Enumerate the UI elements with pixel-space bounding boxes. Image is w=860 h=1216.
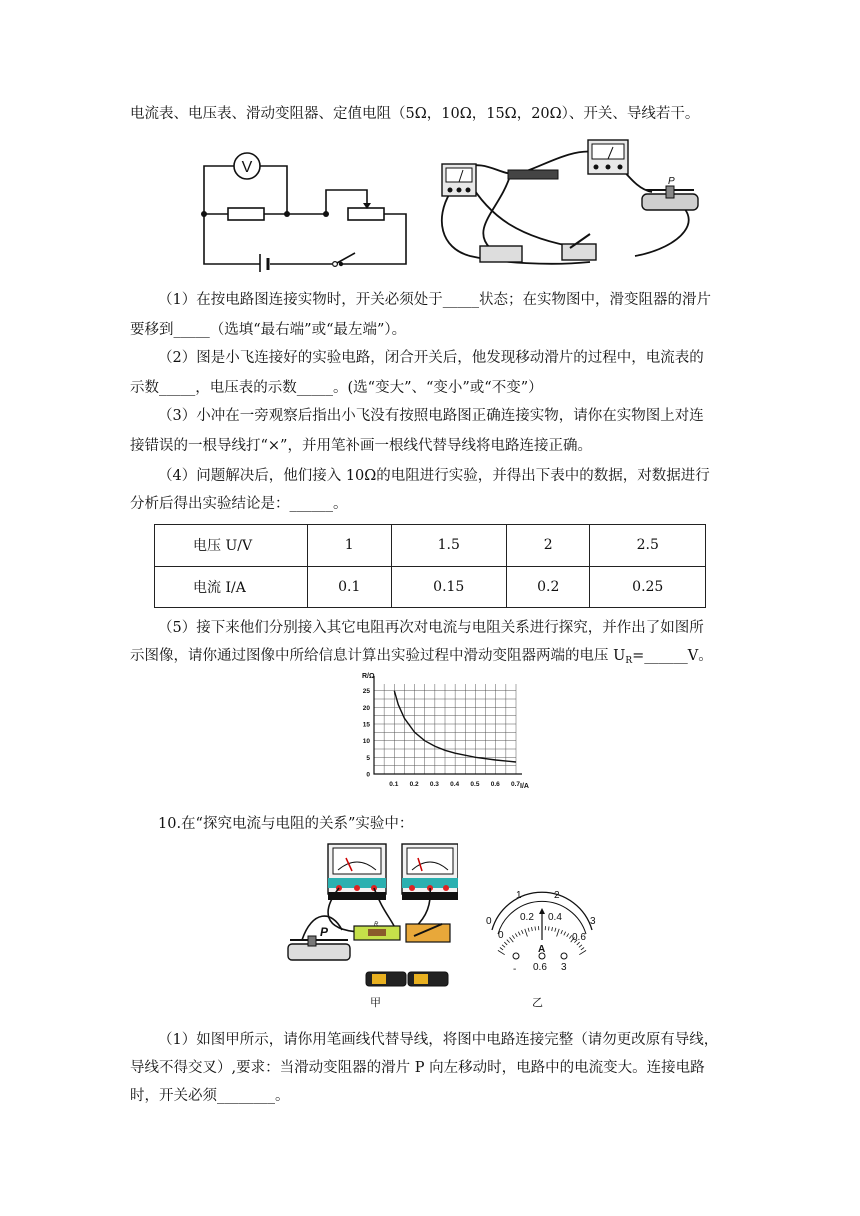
- scale-top-0: 0: [486, 916, 492, 927]
- scale-tick: [564, 932, 566, 936]
- x-tick-label: 0.4: [450, 781, 460, 788]
- q10-title: 10.在“探究电流与电阻的关系”实验中：: [158, 816, 414, 832]
- voltmeter-device: [588, 140, 628, 174]
- switch-device: [406, 924, 450, 942]
- terminal-negative: -: [513, 964, 517, 975]
- scale-tick: [502, 945, 505, 948]
- figure-yi-meter-scale: [476, 884, 606, 1010]
- x-tick-label: 0.5: [470, 781, 480, 788]
- scale-bottom-2: 0.4: [548, 912, 562, 923]
- figure-yi-label: 乙: [532, 997, 543, 1009]
- fixed-resistor-symbol: [228, 208, 264, 220]
- terminal-0-6: 0.6: [533, 962, 547, 973]
- scale-tick: [522, 930, 524, 934]
- scale-bottom-0: 0: [498, 930, 504, 941]
- resistor-label: R: [374, 922, 379, 928]
- resistor-device: [508, 170, 558, 179]
- voltmeter-label: V: [241, 159, 253, 176]
- apparatus-photo: [430, 138, 714, 274]
- scale-tick: [535, 927, 536, 931]
- table-header-current: 电流 I/A: [155, 566, 308, 608]
- scale-tick: [557, 929, 560, 937]
- table-cell: 2.5: [590, 525, 706, 567]
- scale-tick: [567, 933, 569, 936]
- y-tick-label: 0: [366, 771, 370, 779]
- slider-label: P: [668, 176, 675, 187]
- meter-unit: A: [538, 944, 546, 955]
- table-row: [155, 566, 706, 608]
- y-tick-label: 15: [362, 721, 370, 729]
- scale-tick: [525, 929, 528, 937]
- q3-line1: （3）小冲在一旁观察后指出小飞没有按照电路图正确连接实物，请你在实物图上对连: [158, 408, 704, 424]
- x-tick-label: 0.7: [511, 781, 521, 788]
- x-tick-label: 0.2: [409, 781, 419, 788]
- table-cell: 2: [506, 525, 590, 567]
- y-tick-label: 5: [366, 754, 370, 762]
- figure-jia-apparatus: [282, 840, 458, 1010]
- table-header-voltage: 电压 U/V: [155, 525, 308, 567]
- switch-device: [562, 234, 596, 260]
- figure-jia-label: 甲: [370, 997, 381, 1009]
- scale-bottom-1: 0.2: [520, 912, 534, 923]
- table-cell: 0.2: [506, 566, 590, 608]
- q4-line2: 分析后得出实验结论是：______。: [130, 496, 348, 512]
- scale-tick: [532, 927, 533, 931]
- q1-line1: （1）在按电路图连接实物时，开关必须处于_____状态；在实物图中，滑变阻器的滑片: [158, 292, 711, 308]
- scale-top-3: 3: [590, 916, 596, 927]
- battery-symbol: [260, 254, 268, 272]
- scale-top-1: 1: [516, 890, 522, 901]
- table-cell: 0.1: [308, 566, 392, 608]
- table-cell: 0.15: [391, 566, 506, 608]
- table-row: [155, 525, 706, 567]
- x-tick-label: 0.1: [389, 781, 399, 788]
- intro-line: 电流表、电压表、滑动变阻器、定值电阻（5Ω，10Ω，15Ω，20Ω）、开关、导线若干。: [130, 106, 700, 122]
- resistance-current-chart: [340, 670, 540, 806]
- scale-tick: [549, 927, 550, 931]
- scale-tick: [518, 932, 520, 936]
- scale-tick: [552, 927, 553, 931]
- chart-xlabel: I/A: [520, 783, 529, 790]
- terminal-3: 3: [561, 962, 567, 973]
- y-tick-label: 20: [362, 704, 370, 712]
- scale-tick: [555, 928, 556, 932]
- scale-tick: [515, 933, 517, 936]
- scale-bottom-3: 0.6: [572, 932, 586, 943]
- chart-ylabel: R/Ω: [362, 673, 375, 680]
- q5-line2-text: 示图像，请你通过图像中所给信息计算出实验过程中滑动变阻器两端的电压 U: [130, 648, 626, 664]
- scale-tick: [561, 930, 563, 934]
- scale-tick: [510, 937, 514, 942]
- q3-line2: 接错误的一根导线打“×”，并用笔补画一根线代替导线将电路连接正确。: [130, 438, 592, 454]
- rheostat-device: [642, 176, 698, 210]
- scale-tick: [528, 928, 529, 932]
- slider-label: P: [320, 925, 329, 939]
- scale-tick: [579, 950, 586, 954]
- ammeter-device: [442, 164, 476, 196]
- q4-line1: （4）问题解决后，他们接入 10Ω的电阻进行实验，并得出下表中的数据，对数据进行: [158, 468, 710, 484]
- q5-line1: （5）接下来他们分别接入其它电阻再次对电流与电阻关系进行探究，并作出了如图所: [158, 620, 704, 636]
- x-tick-label: 0.3: [429, 781, 439, 788]
- table-cell: 0.25: [590, 566, 706, 608]
- circuit-diagram: [198, 148, 412, 272]
- q10-s1-line1: （1）如图甲所示，请你用笔画线代替导线，将图中电路连接完整（请勿更改原有导线，: [158, 1032, 719, 1048]
- battery-device: [480, 246, 522, 262]
- table-cell: 1: [308, 525, 392, 567]
- scale-tick: [581, 948, 584, 950]
- scale-tick: [507, 940, 510, 943]
- x-tick-label: 0.6: [490, 781, 500, 788]
- scale-tick: [500, 948, 503, 950]
- y-tick-label: 25: [362, 688, 370, 696]
- q2-line2: 示数_____，电压表的示数_____。(选“变大”、“变小”或“不变”）: [130, 380, 543, 396]
- rheostat-device: [288, 925, 350, 960]
- data-table: [154, 524, 706, 608]
- scale-tick: [504, 942, 507, 945]
- scale-top-2: 2: [554, 890, 560, 901]
- q10-s1-line3: 时，开关必须________。: [130, 1088, 290, 1104]
- battery-device: [366, 972, 448, 986]
- table-cell: 1.5: [391, 525, 506, 567]
- q2-line1: （2）图是小飞连接好的实验电路，闭合开关后，他发现移动滑片的过程中，电流表的: [158, 350, 704, 366]
- q1-line2: 要移到_____（选填“最右端”或“最左端”）。: [130, 322, 407, 338]
- q10-s1-line2: 导线不得交叉）,要求：当滑动变阻器的滑片 P 向左移动时，电路中的电流变大。连接电路: [130, 1060, 705, 1076]
- scale-tick: [498, 950, 505, 954]
- q5-line2: [130, 646, 713, 671]
- rheostat-symbol: [348, 208, 384, 220]
- scale-tick: [579, 945, 582, 948]
- q5-subscript: R: [625, 656, 633, 666]
- scale-tick: [512, 935, 514, 938]
- y-tick-label: 10: [362, 738, 370, 746]
- q5-line2-end: =______V。: [632, 648, 713, 664]
